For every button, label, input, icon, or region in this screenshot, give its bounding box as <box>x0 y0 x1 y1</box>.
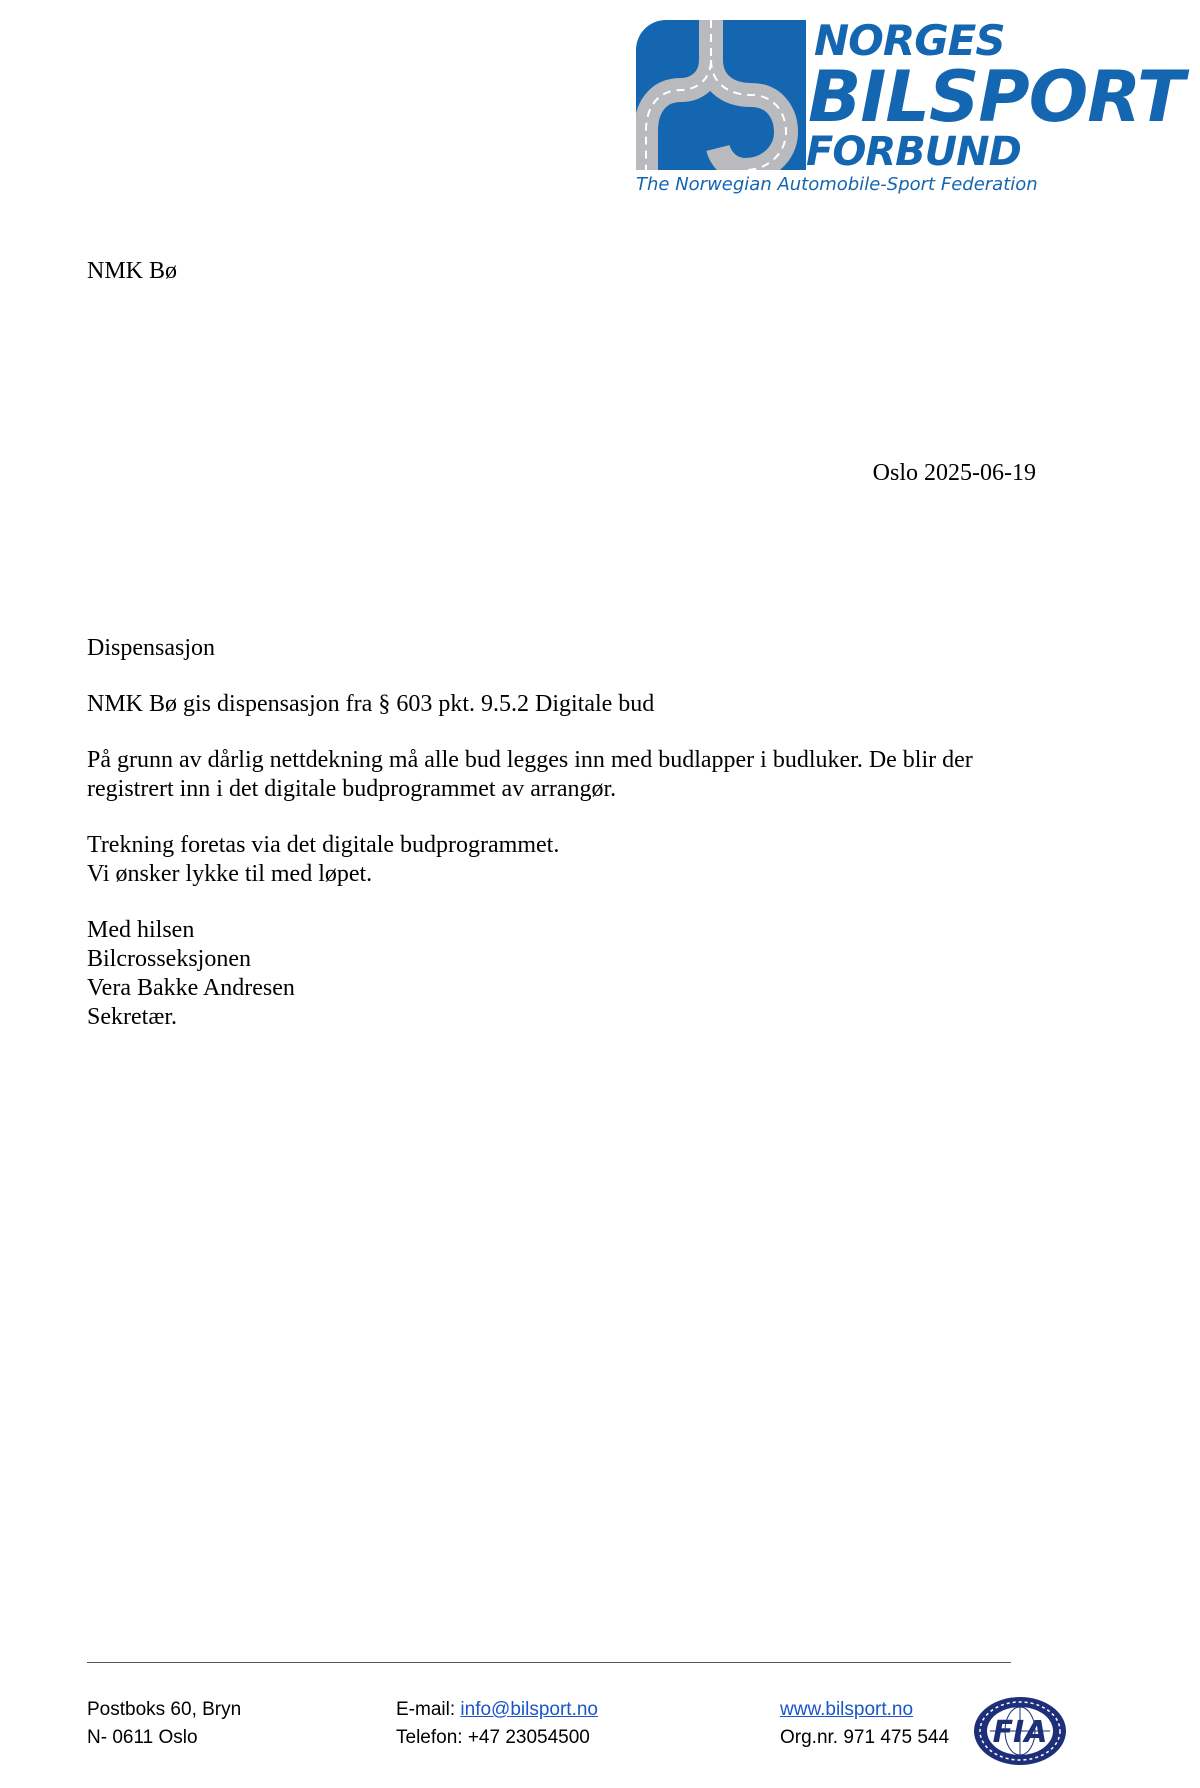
paragraph-draw <box>87 831 1087 889</box>
road-track-icon <box>636 20 806 170</box>
logo-tagline: The Norwegian Automobile-Sport Federation <box>636 174 1038 195</box>
signer-name: Vera Bakke Andresen <box>87 975 295 1001</box>
address-line-2: N- 0611 Oslo <box>87 1727 198 1748</box>
website-link[interactable]: www.bilsport.no <box>780 1699 914 1720</box>
recipient: NMK Bø <box>87 258 178 284</box>
paragraph-dispensation: NMK Bø gis dispensasjon fra § 603 pkt. 9.5.2 Digitale bud <box>87 691 655 717</box>
logo-norges-text: NORGES <box>814 16 1005 65</box>
signer-title: Sekretær. <box>87 1004 177 1030</box>
footer-address <box>87 1696 241 1752</box>
email-row <box>396 1696 598 1724</box>
subject: Dispensasjon <box>87 635 215 661</box>
fia-logo-icon <box>970 1695 1070 1767</box>
paragraph-reason-line-1: På grunn av dårlig nettdekning må alle bud legges inn med budlapper i budluker. De blir der <box>87 747 973 773</box>
letter-body <box>87 634 1087 1059</box>
fia-logo-text: FIA <box>992 1715 1048 1750</box>
email-label: E-mail: <box>396 1699 456 1720</box>
logo-bilsport-text: BILSPORT <box>808 56 1184 138</box>
address-line-1: Postboks 60, Bryn <box>87 1699 242 1720</box>
nbf-logo <box>636 16 1184 196</box>
footer-web <box>780 1696 949 1752</box>
paragraph-reason-line-2: registrert inn i det digitale budprogrammet av arrangør. <box>87 776 617 802</box>
org-number: Org.nr. 971 475 544 <box>780 1727 950 1748</box>
paragraph-draw-line-1: Trekning foretas via det digitale budprogrammet. <box>87 832 560 858</box>
phone-row <box>396 1724 598 1752</box>
paragraph-reason <box>87 746 1087 804</box>
footer-divider <box>87 1662 1011 1663</box>
closing: Med hilsen <box>87 917 195 943</box>
signature-block <box>87 916 1087 1032</box>
footer-contact <box>396 1696 598 1752</box>
email-link[interactable]: info@bilsport.no <box>460 1699 598 1720</box>
paragraph-draw-line-2: Vi ønsker lykke til med løpet. <box>87 861 373 887</box>
section-name: Bilcrosseksjonen <box>87 946 251 972</box>
phone-number: +47 23054500 <box>467 1727 590 1748</box>
letter-date: Oslo 2025-06-19 <box>872 460 1036 486</box>
logo-forbund-text: FORBUND <box>806 129 1021 175</box>
phone-label: Telefon: <box>396 1727 463 1748</box>
